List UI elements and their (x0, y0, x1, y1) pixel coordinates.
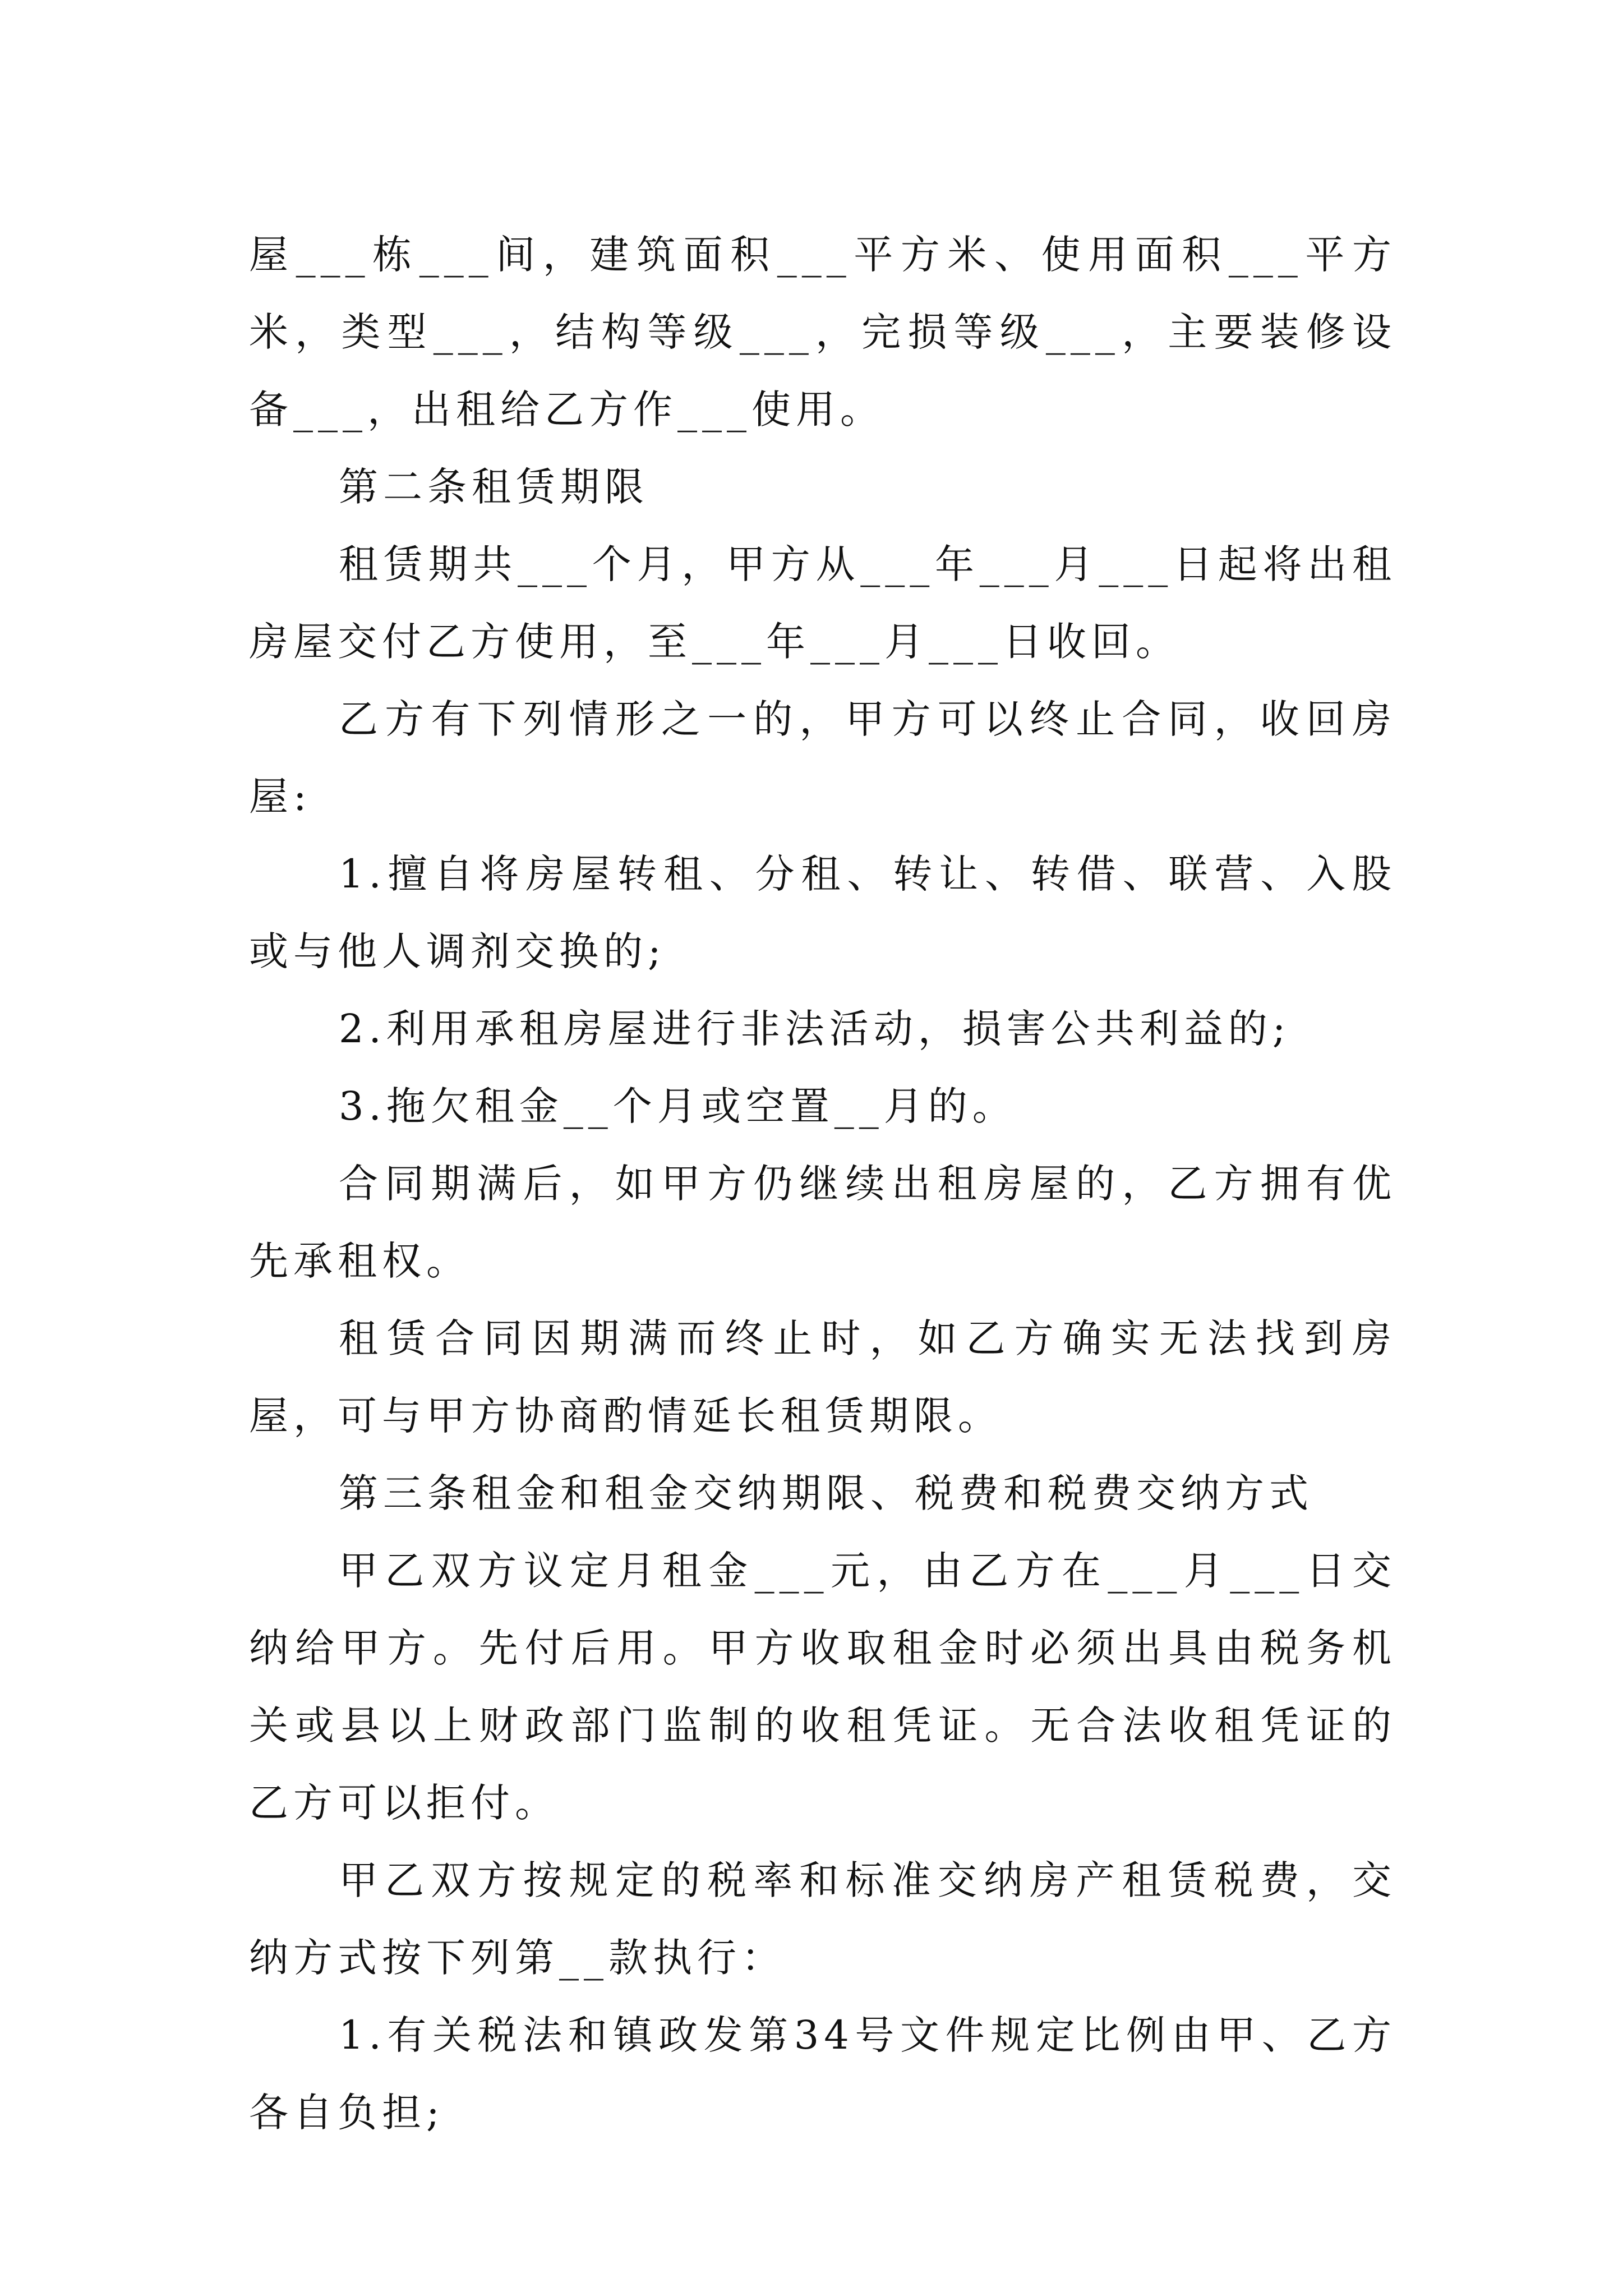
list-item-1: 1.擅自将房屋转租、分租、转让、转借、联营、入股或与他人调剂交换的; (249, 851, 1396, 974)
list-item-tax-1: 1.有关税法和镇政发第34号文件规定比例由甲、乙方各自负担; (249, 2012, 1396, 2136)
list-item-2: 2.利用承租房屋进行非法活动，损害公共利益的; (339, 1006, 1291, 1052)
heading-article-2: 第二条租赁期限 (339, 464, 649, 510)
paragraph-priority-right: 合同期满后，如甲方仍继续出租房屋的，乙方拥有优先承租权。 (249, 1161, 1396, 1284)
paragraph-tax-payment: 甲乙双方按规定的税率和标准交纳房产租赁税费，交纳方式按下列第__款执行： (249, 1857, 1396, 1981)
paragraph-premises-details: 屋___栋___间，建筑面积___平方米、使用面积___平方米，类型___，结构等级___，完损等级___，主要装修设备___，出租给乙方作___使用。 (249, 232, 1396, 432)
paragraph-rent-payment: 甲乙双方议定月租金___元，由乙方在___月___日交纳给甲方。先付后用。甲方收取租金时必须出具由税务机关或县以上财政部门监制的收租凭证。无合法收租凭证的乙方可以拒付。 (249, 1548, 1396, 1826)
document-body (249, 216, 1396, 2151)
paragraph-lease-term: 租赁期共___个月，甲方从___年___月___日起将出租房屋交付乙方使用，至___年___月___日收回。 (249, 541, 1396, 665)
paragraph-termination-conditions: 乙方有下列情形之一的，甲方可以终止合同，收回房屋: (249, 696, 1396, 820)
heading-article-3: 第三条租金和租金交纳期限、税费和税费交纳方式 (339, 1470, 1313, 1516)
paragraph-extension: 租赁合同因期满而终止时，如乙方确实无法找到房屋，可与甲方协商酌情延长租赁期限。 (249, 1315, 1396, 1439)
list-item-3: 3.拖欠租金__个月或空置__月的。 (339, 1083, 1017, 1129)
